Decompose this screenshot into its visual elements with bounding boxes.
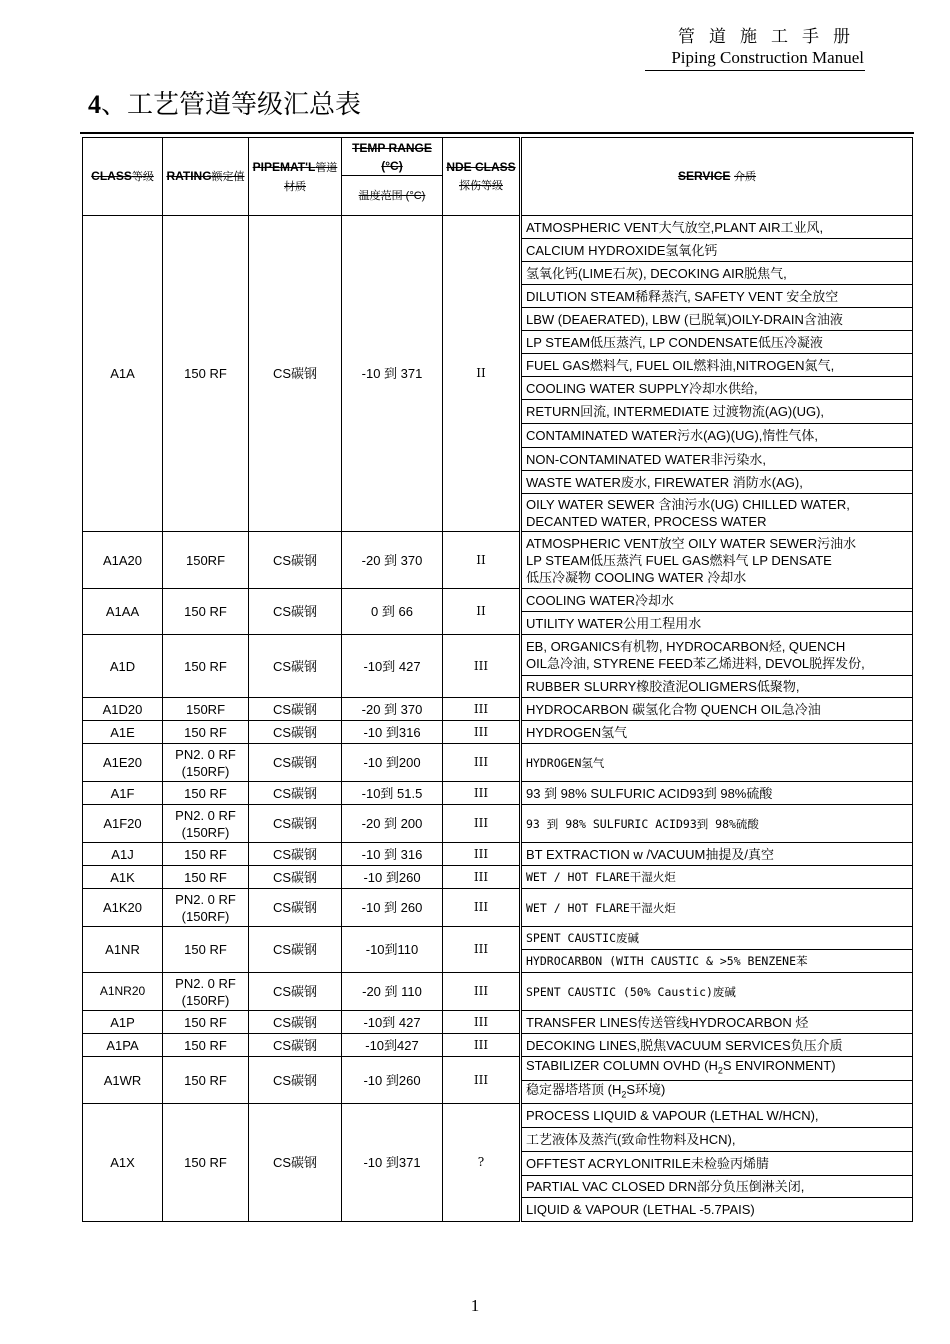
material-cell: CS碳钢 [249, 721, 342, 744]
section-title-text: 、工艺管道等级汇总表 [101, 90, 362, 120]
nde-class-cell: III [443, 782, 520, 805]
service-text: BT EXTRACTION w /VACUUM抽提及/真空 [526, 846, 774, 862]
class-cell: A1J [83, 843, 163, 866]
table-row [83, 532, 913, 589]
service-cell [522, 532, 913, 589]
service-cell [522, 805, 913, 843]
service-text: SPENT CAUSTIC废碱 [526, 931, 640, 945]
class-cell: A1P [83, 1011, 163, 1034]
service-text: 低压冷凝物 COOLING WATER 冷却水 [526, 569, 747, 585]
nde-class-cell: ? [443, 1104, 520, 1222]
service-cell [522, 1128, 913, 1152]
nde-class-cell: III [443, 889, 520, 927]
service-cell [522, 612, 913, 635]
rating-cell: 150 RF [163, 1034, 249, 1057]
class-cell: A1NR20 [83, 973, 163, 1011]
service-cell [522, 744, 913, 782]
service-text: NON-CONTAMINATED WATER非污染水, [526, 451, 767, 467]
rating-primary: PN2. 0 RF [175, 975, 236, 991]
table-header-row [83, 138, 913, 176]
material-cell: CS碳钢 [249, 805, 342, 843]
service-cell [522, 239, 913, 262]
service-text: LP STEAM低压蒸汽 FUEL GAS燃料气 LP DENSATE [526, 552, 832, 568]
service-cell [522, 262, 913, 285]
class-cell: A1A20 [83, 532, 163, 589]
nde-class-cell: III [443, 843, 520, 866]
header-rule [645, 70, 865, 71]
table-row [83, 698, 913, 721]
rating-cell [163, 889, 249, 927]
nde-class-cell: III [443, 866, 520, 889]
service-text: RUBBER SLURRY橡胶渣泥OLIGMERS低聚物, [526, 679, 800, 694]
temp-range-cell: 0 到 66 [342, 589, 443, 635]
temp-range-cell: -10 到 371 [342, 216, 443, 532]
header-nde-class: NDE CLASS 探伤等级 [443, 138, 520, 216]
header-chinese-title: 管道施工手册 [678, 27, 864, 47]
nde-class-cell: III [443, 635, 520, 698]
service-text: WASTE WATER废水, FIREWATER 消防水(AG), [526, 474, 803, 490]
header-english-title: Piping Construction Manuel [671, 48, 864, 67]
service-text: LP STEAM低压蒸汽, LP CONDENSATE低压冷凝液 [526, 334, 823, 350]
rating-secondary: (150RF) [181, 992, 230, 1008]
class-cell: A1NR [83, 927, 163, 973]
nde-class-cell: III [443, 721, 520, 744]
table-row [83, 744, 913, 782]
service-cell [522, 782, 913, 805]
header-service: SERVICE 介质 [522, 138, 913, 216]
material-cell: CS碳钢 [249, 589, 342, 635]
rating-cell: 150RF [163, 532, 249, 589]
material-cell: CS碳钢 [249, 843, 342, 866]
table-row [83, 805, 913, 843]
service-text: 93 到 98% SULFURIC ACID93到 98%硫酸 [526, 785, 773, 801]
temp-range-cell: -10 到 260 [342, 889, 443, 927]
nde-class-cell: III [443, 698, 520, 721]
temp-range-cell: -10 到 316 [342, 843, 443, 866]
rating-cell [163, 805, 249, 843]
class-cell: A1F [83, 782, 163, 805]
service-cell [522, 494, 913, 532]
service-text: COOLING WATER冷却水 [526, 592, 675, 608]
service-text: DECOKING LINES,脱焦VACUUM SERVICES负压介质 [526, 1037, 843, 1053]
service-text: WET / HOT FLARE干湿火炬 [526, 900, 676, 915]
section-title [88, 84, 361, 121]
table-top-border [80, 132, 914, 134]
material-cell: CS碳钢 [249, 635, 342, 698]
class-cell: A1D [83, 635, 163, 698]
rating-primary: PN2. 0 RF [175, 746, 236, 762]
rating-cell: 150 RF [163, 1057, 249, 1104]
service-text: 氢氧化钙(LIME石灰), DECOKING AIR脱焦气, [526, 265, 787, 281]
material-cell: CS碳钢 [249, 698, 342, 721]
table-row [83, 866, 913, 889]
temp-range-cell: -10 到200 [342, 744, 443, 782]
temp-range-cell: -10到 51.5 [342, 782, 443, 805]
material-cell: CS碳钢 [249, 973, 342, 1011]
service-cell [522, 866, 913, 889]
service-text: EB, ORGANICS有机物, HYDROCARBON烃, QUENCH [526, 639, 846, 654]
nde-class-cell: III [443, 1011, 520, 1034]
service-cell [522, 635, 913, 676]
service-cell [522, 1198, 913, 1222]
service-text: PROCESS LIQUID & VAPOUR (LETHAL W/HCN), [526, 1108, 819, 1124]
service-cell [522, 676, 913, 698]
rating-cell [163, 973, 249, 1011]
material-cell: CS碳钢 [249, 927, 342, 973]
service-cell [522, 354, 913, 377]
table-row [83, 1057, 913, 1081]
table-row [83, 721, 913, 744]
service-cell [522, 950, 913, 973]
material-cell: CS碳钢 [249, 744, 342, 782]
service-cell [522, 424, 913, 448]
service-text: RETURN回流, INTERMEDIATE 过渡物流(AG)(UG), [526, 404, 825, 419]
service-cell [522, 331, 913, 354]
service-text: LBW (DEAERATED), LBW (已脱氧)OILY-DRAIN含油液 [526, 311, 843, 327]
rating-cell: 150 RF [163, 589, 249, 635]
material-cell: CS碳钢 [249, 1057, 342, 1104]
service-cell [522, 927, 913, 950]
nde-class-cell: III [443, 927, 520, 973]
service-text: OFFTEST ACRYLONITRILE未检验丙烯腈 [526, 1156, 769, 1172]
table-row [83, 843, 913, 866]
service-cell [522, 843, 913, 866]
header-rating: RATING额定值 [163, 138, 249, 216]
rating-cell: 150RF [163, 698, 249, 721]
temp-range-cell: -10到 427 [342, 1011, 443, 1034]
service-text: 93 到 98% SULFURIC ACID93到 98%硫酸 [526, 816, 759, 831]
table-row [83, 216, 913, 239]
header-pipe-material: PIPEMAT'L管道材质 [249, 138, 342, 216]
table-row [83, 1034, 913, 1057]
service-cell [522, 1057, 913, 1081]
temp-range-cell: -20 到 370 [342, 532, 443, 589]
class-cell: A1PA [83, 1034, 163, 1057]
table-row [83, 1011, 913, 1034]
service-text: UTILITY WATER公用工程用水 [526, 615, 702, 631]
material-cell: CS碳钢 [249, 782, 342, 805]
rating-cell: 150 RF [163, 1104, 249, 1222]
service-text: TRANSFER LINES传送管线HYDROCARBON 烃 [526, 1014, 809, 1030]
nde-class-cell: III [443, 973, 520, 1011]
service-text: STABILIZER COLUMN OVHD ($H_2S$ ENVIRONMENT) [526, 1058, 836, 1076]
rating-cell: 150 RF [163, 1011, 249, 1034]
material-cell: CS碳钢 [249, 532, 342, 589]
header-temp-range: TEMP RANGE (°C) [342, 138, 443, 176]
service-cell [522, 448, 913, 471]
service-cell [522, 589, 913, 612]
temp-range-cell: -10到110 [342, 927, 443, 973]
service-text: ATMOSPHERIC VENT大气放空,PLANT AIR工业风, [526, 219, 824, 235]
service-cell [522, 1080, 913, 1104]
temp-range-cell: -10到 427 [342, 635, 443, 698]
rating-cell: 150 RF [163, 782, 249, 805]
class-cell: A1A [83, 216, 163, 532]
class-cell: A1K [83, 866, 163, 889]
material-cell: CS碳钢 [249, 216, 342, 532]
material-cell: CS碳钢 [249, 1011, 342, 1034]
temp-range-cell: -20 到 110 [342, 973, 443, 1011]
rating-primary: PN2. 0 RF [175, 807, 236, 823]
page-number: 1 [470, 1296, 480, 1315]
service-text: HYDROGEN氢气 [526, 755, 605, 770]
temp-range-cell: -10 到260 [342, 866, 443, 889]
temp-range-cell: -20 到 200 [342, 805, 443, 843]
table-row [83, 889, 913, 927]
service-text: DILUTION STEAM稀释蒸汽, SAFETY VENT 安全放空 [526, 288, 839, 304]
rating-cell: 150 RF [163, 635, 249, 698]
service-cell [522, 1011, 913, 1034]
material-cell: CS碳钢 [249, 866, 342, 889]
rating-cell [163, 744, 249, 782]
service-text: COOLING WATER SUPPLY冷却水供给, [526, 380, 758, 396]
table-row [83, 1104, 913, 1128]
rating-primary: PN2. 0 RF [175, 891, 236, 907]
service-cell [522, 1104, 913, 1128]
table-row [83, 973, 913, 1011]
material-cell: CS碳钢 [249, 889, 342, 927]
table-row [83, 635, 913, 676]
rating-cell: 150 RF [163, 843, 249, 866]
class-cell: A1K20 [83, 889, 163, 927]
nde-class-cell: II [443, 216, 520, 532]
nde-class-cell: III [443, 744, 520, 782]
material-cell: CS碳钢 [249, 1104, 342, 1222]
table-row [83, 782, 913, 805]
service-text: CONTAMINATED WATER污水(AG)(UG),惰性气体, [526, 428, 818, 443]
nde-class-cell: II [443, 532, 520, 589]
rating-secondary: (150RF) [181, 824, 230, 840]
service-text: 稳定器塔塔顶 ($H_2S$环境) [526, 1081, 666, 1100]
service-cell [522, 889, 913, 927]
service-cell [522, 216, 913, 239]
temp-range-cell: -20 到 370 [342, 698, 443, 721]
service-text: SPENT CAUSTIC (50% Caustic)废碱 [526, 984, 736, 999]
service-text: OILY WATER SEWER 含油污水(UG) CHILLED WATER, [526, 496, 850, 512]
nde-class-cell: II [443, 589, 520, 635]
service-text: ATMOSPHERIC VENT放空 OILY WATER SEWER污油水 [526, 535, 857, 551]
temp-range-cell: -10 到371 [342, 1104, 443, 1222]
class-cell: A1E20 [83, 744, 163, 782]
service-text: LIQUID & VAPOUR (LETHAL -5.7PAIS) [526, 1202, 755, 1218]
section-number: 4 [88, 90, 101, 119]
service-text: 工艺液体及蒸汽(致命性物料及HCN), [526, 1132, 736, 1148]
class-cell: A1AA [83, 589, 163, 635]
table-row [83, 589, 913, 612]
temp-range-cell: -10到427 [342, 1034, 443, 1057]
service-cell [522, 285, 913, 308]
service-text: CALCIUM HYDROXIDE氢氧化钙 [526, 242, 718, 258]
table-row [83, 927, 913, 950]
service-cell [522, 308, 913, 331]
service-cell [522, 698, 913, 721]
material-cell: CS碳钢 [249, 1034, 342, 1057]
service-cell [522, 471, 913, 494]
service-cell [522, 1034, 913, 1057]
header-temp-range-cn: 温度范围 (°C) [342, 176, 443, 216]
service-cell [522, 721, 913, 744]
class-cell: A1D20 [83, 698, 163, 721]
service-cell [522, 400, 913, 424]
piping-class-table [82, 137, 913, 1222]
service-text: FUEL GAS燃料气, FUEL OIL燃料油,NITROGEN氮气, [526, 357, 835, 373]
class-cell: A1X [83, 1104, 163, 1222]
rating-cell: 150 RF [163, 866, 249, 889]
nde-class-cell: III [443, 1034, 520, 1057]
temp-range-cell: -10 到316 [342, 721, 443, 744]
rating-cell: 150 RF [163, 216, 249, 532]
service-cell [522, 377, 913, 400]
header-class: CLASS等级 [83, 138, 163, 216]
nde-class-cell: III [443, 805, 520, 843]
temp-range-cell: -10 到260 [342, 1057, 443, 1104]
service-text: OIL急冷油, STYRENE FEED苯乙烯进料, DEVOL脱挥发份, [526, 656, 865, 671]
service-text: HYDROCARBON 碳氢化合物 QUENCH OIL急冷油 [526, 701, 821, 717]
service-text: DECANTED WATER, PROCESS WATER [526, 513, 767, 529]
rating-secondary: (150RF) [181, 763, 230, 779]
class-cell: A1F20 [83, 805, 163, 843]
service-text: WET / HOT FLARE干湿火炬 [526, 870, 676, 884]
rating-secondary: (150RF) [181, 908, 230, 924]
service-text: HYDROCARBON (WITH CAUSTIC & >5% BENZENE苯 [526, 954, 808, 968]
rating-cell: 150 RF [163, 927, 249, 973]
service-cell [522, 1152, 913, 1176]
service-text: PARTIAL VAC CLOSED DRN部分负压倒淋关闭, [526, 1179, 805, 1195]
service-cell [522, 973, 913, 1011]
class-cell: A1WR [83, 1057, 163, 1104]
service-text: HYDROGEN氢气 [526, 724, 628, 740]
class-cell: A1E [83, 721, 163, 744]
rating-cell: 150 RF [163, 721, 249, 744]
nde-class-cell: III [443, 1057, 520, 1104]
service-cell [522, 1176, 913, 1198]
